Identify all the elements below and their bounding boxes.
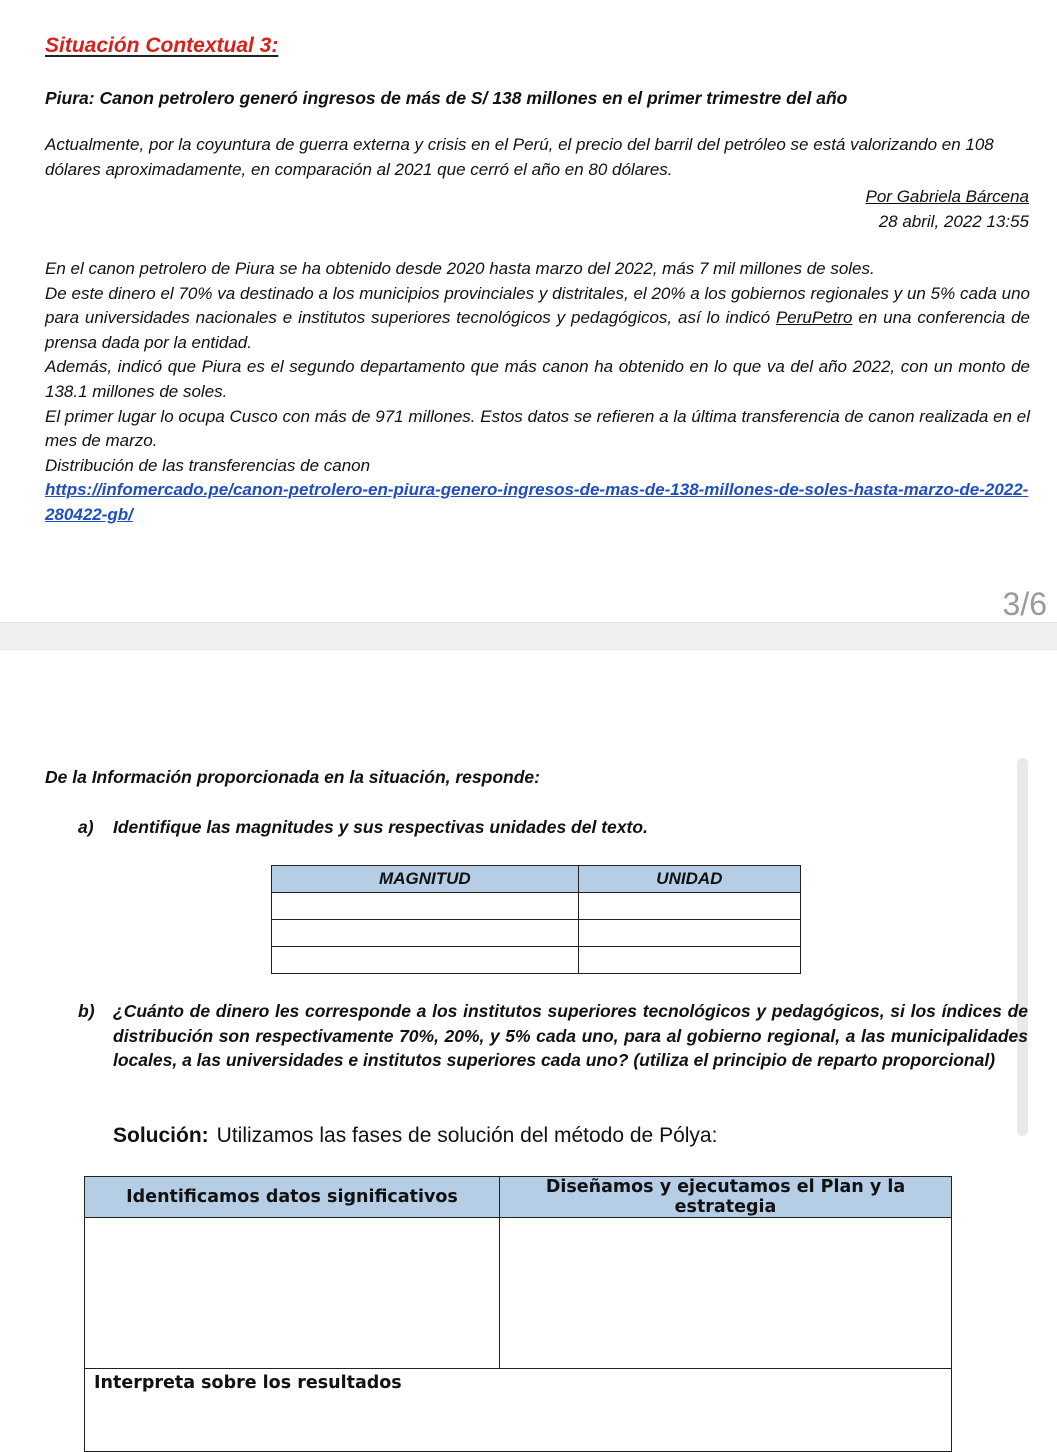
question-b: [78, 999, 1030, 1073]
section-title: Situación Contextual 3:: [45, 34, 279, 57]
page-counter: 3/6: [1002, 586, 1047, 622]
interpret-label: Interpreta sobre los resultados: [94, 1373, 402, 1393]
article-body: [45, 257, 1030, 528]
magnitude-cell[interactable]: [272, 920, 579, 947]
interpret-cell[interactable]: [85, 1369, 952, 1452]
body-paragraph-1: En el canon petrolero de Piura se ha obtenido desde 2020 hasta marzo del 2022, más 7 mil millones de soles.: [45, 259, 875, 278]
magnitude-cell[interactable]: [272, 947, 579, 974]
plan-cell[interactable]: [500, 1218, 952, 1369]
scrollbar[interactable]: [1017, 758, 1028, 1136]
body-paragraph-2-text: De este dinero el 70% va destinado a los municipios provinciales y distritales, el 20% a los gobiernos regionales y un 5% cada uno para universidades nacionales e institutos superiores tecnológicos y pedagógicos, así lo indicó: [45, 283, 1030, 328]
table-row: [272, 947, 801, 974]
body-paragraph-2-end: en una conferencia de prensa dada por la entidad.: [45, 308, 1031, 352]
data-header: Identificamos datos significativos: [85, 1177, 500, 1218]
table-row: [272, 893, 801, 920]
source-link[interactable]: https://infomercado.pe/canon-petrolero-en-piura-genero-ingresos-de-mas-de-138-millones-de-soles-hasta-marzo-de-2022-280422-gb/: [45, 480, 1029, 524]
byline-author: Por Gabriela Bárcena: [865, 187, 1029, 206]
questions-intro: De la Información proporcionada en la situación, responde:: [45, 767, 540, 787]
body-paragraph-3: Además, indicó que Piura es el segundo departamento que más canon ha obtenido en lo que va del año 2022, con un monto de 138.1 millones de soles.: [45, 357, 1030, 401]
solution-line: [113, 1124, 717, 1148]
data-cell[interactable]: [85, 1218, 500, 1369]
plan-header: Diseñamos y ejecutamos el Plan y la estrategia: [500, 1177, 952, 1218]
unit-cell[interactable]: [578, 893, 800, 920]
polya-table: [84, 1176, 952, 1452]
question-a: [78, 815, 648, 840]
magnitude-header: MAGNITUD: [272, 866, 579, 893]
body-paragraph-4: El primer lugar lo ocupa Cusco con más de 971 millones. Estos datos se refieren a la última transferencia de canon realizada en el mes de marzo.: [45, 406, 1030, 451]
perupetro-link[interactable]: PeruPetro: [775, 308, 853, 328]
magnitude-table: [271, 865, 801, 974]
body-paragraph-5: Distribución de las transferencias de canon: [45, 455, 371, 475]
unit-cell[interactable]: [578, 920, 800, 947]
byline-date: 28 abril, 2022 13:55: [878, 211, 1029, 231]
unit-header: UNIDAD: [578, 866, 800, 893]
page-separator: [0, 622, 1057, 650]
byline: [866, 185, 1029, 234]
magnitude-cell[interactable]: [272, 893, 579, 920]
question-b-text: ¿Cuánto de dinero les corresponde a los institutos superiores tecnológicos y pedagógicos, si los índices de distribución son respectivamente 70%, 20%, y 5% cada uno, para al gobierno regional, a las municipalidades locales, a las universidades e institutos superiores cada uno? (utiliza el principio de reparto proporcional): [113, 1001, 1028, 1071]
intro-paragraph: Actualmente, por la coyuntura de guerra externa y crisis en el Perú, el precio del barril del petróleo se está valorizando en 108 dólares aproximadamente, en comparación al 2021 que cerró el año en 80 dólares.: [45, 135, 994, 179]
solution-text: Utilizamos las fases de solución del método de Pólya:: [216, 1124, 718, 1147]
question-a-text: Identifique las magnitudes y sus respectivas unidades del texto.: [113, 817, 648, 837]
table-row: [272, 920, 801, 947]
question-b-label: b): [78, 1001, 95, 1021]
solution-label: Solución:: [113, 1124, 209, 1147]
question-a-label: a): [78, 817, 94, 837]
unit-cell[interactable]: [578, 947, 800, 974]
news-headline: Piura: Canon petrolero generó ingresos de más de S/ 138 millones en el primer trimestre del año: [45, 88, 848, 108]
body-paragraph-2: [45, 282, 1030, 356]
